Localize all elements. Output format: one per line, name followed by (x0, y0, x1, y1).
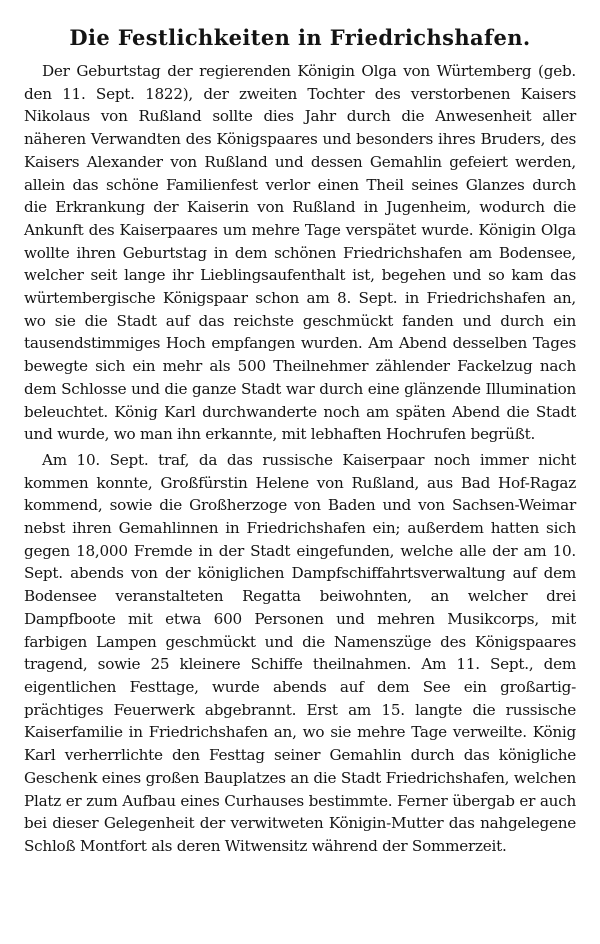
article-title: Die Festlichkeiten in Friedrichshafen. (69, 25, 531, 50)
article-paragraph-2: Am 10. Sept. traf, da das russische Kaiserpaar noch immer nicht kommen konnte, Großfürstin Helene von Rußland, aus Bad Hof-Ragaz kommend, sowie die Großherzoge von Baden und von Sachsen-Weimar nebst ihren Gemahlinnen in Friedrichshafen ein; außerdem hatten sich gegen 18,000 Fremde in der Stadt eingefunden, welche alle der am 10. Sept. abends von der königlichen Dampfschiffahrtsverwaltung auf dem Bodensee veranstalteten Regatta beiwohnten, an welcher drei Dampfboote mit etwa 600 Personen und mehren Musikcorps, mit farbigen Lampen geschmückt und die Namenszüge des Königspaares tragend, sowie 25 kleinere Schiffe theilnahmen. Am 11. Sept., dem eigentlichen Festtage, wurde abends auf dem See ein großartig-prächtiges Feuerwerk abgebrannt. Erst am 15. langte die russische Kaiserfamilie in Friedrichshafen an, wo sie mehre Tage verweilte. König Karl verherrlichte den Festtag seiner Gemahlin durch das königliche Geschenk eines großen Bauplatzes an die Stadt Friedrichshafen, welchen Platz er zum Aufbau eines Curhauses bestimmte. Ferner übergab er auch bei dieser Gelegenheit der verwitweten Königin-Mutter das nahgelegene Schloß Montfort als deren Witwensitz während der Sommerzeit. (24, 450, 576, 855)
article-paragraph-1: Der Geburtstag der regierenden Königin Olga von Würtemberg (geb. den 11. Sept. 1822), der zweiten Tochter des verstorbenen Kaisers Nikolaus von Rußland sollte dies Jahr durch die Anwesenheit aller näheren Verwandten des Königspaares und besonders ihres Bruders, des Kaisers Alexander von Rußland und dessen Gemahlin gefeiert werden, allein das schöne Familienfest verlor einen Theil seines Glanzes durch die Erkrankung der Kaiserin von Rußland in Jugenheim, wodurch die Ankunft des Kaiserpaares um mehre Tage verspätet wurde. Königin Olga wollte ihren Geburtstag in dem schönen Friedrichshafen am Bodensee, welcher seit lange ihr Lieblingsaufenthalt ist, begehen und so kam das würtembergische Königspaar schon am 8. Sept. in Friedrichshafen an, wo sie die Stadt auf das reichste geschmückt fanden und durch ein tausendstimmiges Hoch empfangen wurden. Am Abend desselben Tages bewegte sich ein mehr als 500 Theilnehmer zählender Fackelzug nach dem Schlosse und die ganze Stadt war durch eine glänzende Illumination beleuchtet. König Karl durchwanderte noch am späten Abend die Stadt und wurde, wo man ihn erkannte, mit lebhaften Hochrufen begrüßt. (24, 62, 576, 444)
article (24, 24, 576, 858)
